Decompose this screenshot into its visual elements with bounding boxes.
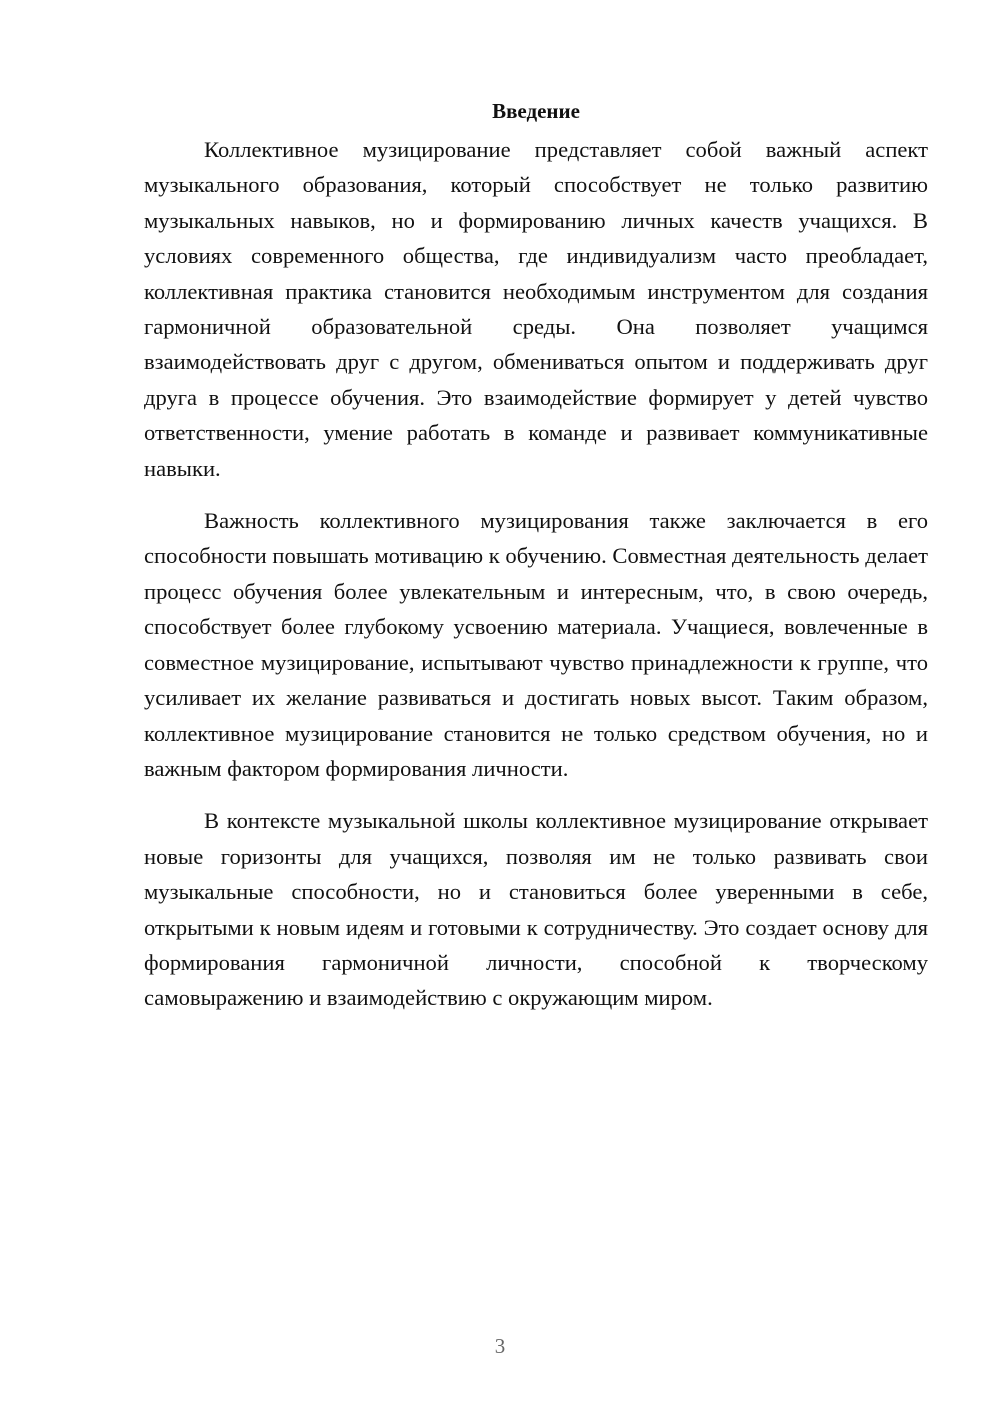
paragraph-2: Важность коллективного музицирования также заключается в его способности повышать мотивацию к обучению. Совместная деятельность делает процесс обучения более увлекательным и интересным, что, в свою очередь, способствует более глубокому усвоению материала. Учащиеся, вовлеченные в совместное музицирование, испытывают чувство принадлежности к группе, что усиливает их желание развиваться и достигать новых высот. Таким образом, коллективное музицирование становится не только средством обучения, но и важным фактором формирования личности. [144, 508, 928, 781]
document-page [144, 96, 928, 1033]
paragraph-3: В контексте музыкальной школы коллективное музицирование открывает новые горизонты для учащихся, позволяя им не только развивать свои музыкальные способности, но и становиться более уверенными в себе, открытыми к новым идеям и готовыми к сотрудничеству. Это создает основу для формирования гармоничной личности, способной к творческому самовыражению и взаимодействию с окружающим миром. [144, 808, 928, 1011]
paragraph-1: Коллективное музицирование представляет собой важный аспект музыкального образования, который способствует не только развитию музыкальных навыков, но и формированию личных качеств учащихся. В условиях современного общества, где индивидуализм часто преобладает, коллективная практика становится необходимым инструментом для создания гармоничной образовательной среды. Она позволяет учащимся взаимодействовать друг с другом, обмениваться опытом и поддерживать друг друга в процессе обучения. Это взаимодействие формирует у детей чувство ответственности, умение работать в команде и развивает коммуникативные навыки. [144, 137, 928, 481]
section-title: Введение [492, 99, 580, 123]
page-number: 3 [494, 1334, 506, 1358]
